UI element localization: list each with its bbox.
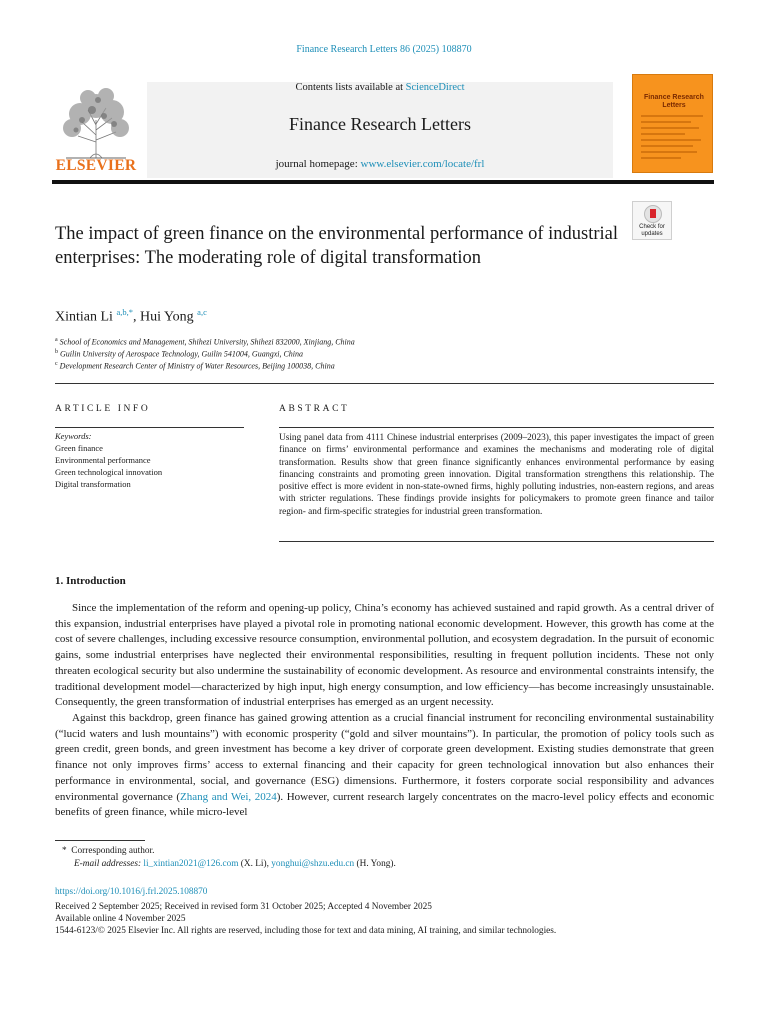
journal-name: Finance Research Letters bbox=[289, 114, 471, 134]
email-footnote bbox=[74, 859, 396, 869]
article-title: The impact of green finance on the environmental performance of industrial enterprises: The moderating role of digital transformation bbox=[55, 224, 618, 268]
affiliation-item bbox=[55, 337, 355, 347]
journal-homepage-link[interactable]: www.elsevier.com/locate/frl bbox=[360, 158, 485, 170]
sciencedirect-link[interactable]: ScienceDirect bbox=[405, 82, 465, 93]
copyright-notice: 1544-6123/© 2025 Elsevier Inc. All rights are reserved, including those for text and data mining, AI training, and similar technologies. bbox=[55, 926, 557, 936]
journal-reference-link[interactable]: Finance Research Letters 86 (2025) 108870 bbox=[296, 44, 472, 55]
paragraph-text: ). However, current research largely concentrates on the macro-level policy effects and economic benefits of green finance, while micro-level bbox=[55, 790, 714, 819]
elsevier-wordmark: ELSEVIER bbox=[55, 157, 137, 174]
email-link-yong[interactable]: yonghui@shzu.edu.cn bbox=[271, 859, 355, 869]
check-updates-label: Check for updates bbox=[639, 224, 665, 237]
cover-decoration bbox=[641, 115, 707, 163]
footnote-rule bbox=[55, 840, 145, 841]
doi-link[interactable]: https://doi.org/10.1016/j.frl.2025.108870 bbox=[55, 887, 208, 897]
abstract-heading: ABSTRACT bbox=[279, 404, 350, 414]
author-name: Xintian Li bbox=[55, 309, 113, 325]
received-dates: Received 2 September 2025; Received in revised form 31 October 2025; Accepted 4 November 2025 bbox=[55, 902, 432, 912]
abstract-text: Using panel data from 4111 Chinese industrial enterprises (2009–2023), this paper investigates the impact of green finance on firms’ environmental performance and examines the mechanisms and moderating role of digital transformation. Results show that green finance significantly enhances environmental performance by easing financing constraints and promoting green innovation. Digital transformation strengthens this relationship. The positive effect is more evident in non-state-owned firms, highly polluting industries, non-eastern regions, and areas with stricter regulations. These findings provide insights for policymakers to promote green finance and tailor region- and firm-specific strategies for industrial green transformation. bbox=[279, 433, 714, 517]
cover-title: Finance Research Letters bbox=[644, 94, 704, 109]
bookmark-icon bbox=[650, 209, 656, 218]
affiliation-text: Guilin University of Aerospace Technology, Guilin 541004, Guangxi, China bbox=[60, 349, 304, 359]
body-paragraph: Since the implementation of the reform and opening-up policy, China’s economy has achieved sustained and rapid growth. As a central driver of this expansion, industrial enterprises have played a pivotal role in promoting national economic development. However, this growth has come at the cost of severe challenges, including excessive resource consumption, environmental pollution, and ecosystem degradation. In the pursuit of economic gains, some industrial enterprises have neglected their environmental responsibilities, resulting in frequent pollution incidents. These not only threaten ecological security but also undermine the sustainability of economic development. As resource and environmental constraints intensify, the traditional development model—characterized by high input, high energy consumption, and low efficiency—has become increasingly unsustainable. Consequently, the green transformation of industrial enterprises has emerged as an urgent necessity. bbox=[55, 602, 714, 709]
keyword-item: Digital transformation bbox=[55, 479, 131, 489]
keywords-label: Keywords: bbox=[55, 431, 92, 441]
contents-prefix: Contents lists available at bbox=[295, 82, 406, 93]
affiliation-mark: a bbox=[55, 337, 58, 343]
author-affiliation-marks[interactable]: a,b,* bbox=[116, 307, 133, 317]
author-separator: , bbox=[132, 309, 140, 325]
article-info-heading: ARTICLE INFO bbox=[55, 404, 151, 414]
email-owner: (X. Li), bbox=[238, 859, 272, 869]
affiliation-text: Development Research Center of Ministry of Water Resources, Beijing 100038, China bbox=[59, 361, 335, 371]
divider bbox=[279, 427, 714, 428]
divider bbox=[55, 383, 714, 384]
footnote-asterisk: * bbox=[62, 846, 72, 856]
affiliation-mark: b bbox=[55, 349, 58, 355]
corresponding-author-note bbox=[62, 846, 154, 856]
email-link-li[interactable]: li_xintian2021@126.com bbox=[143, 859, 239, 869]
divider bbox=[55, 427, 244, 428]
email-label: E-mail addresses: bbox=[74, 859, 142, 869]
divider bbox=[279, 541, 714, 542]
affiliation-item bbox=[55, 349, 303, 359]
body-paragraph bbox=[55, 711, 714, 821]
check-updates-icon bbox=[644, 205, 662, 223]
keyword-item: Green technological innovation bbox=[55, 467, 163, 477]
contents-line bbox=[147, 82, 613, 93]
homepage-prefix: journal homepage: bbox=[275, 158, 361, 170]
homepage-line bbox=[147, 158, 613, 170]
paragraph-text: Against this backdrop, green finance has gained growing attention as a crucial financial instrument for reconciling environmental sustainability (“lucid waters and lush mountains”) with economic prosperity (“gold and silver mountains”). In particular, the promotion of policy tools such as green credit, green bonds, and green investment has become a key driver of corporate green development. Existing studies demonstrate that green finance not only improves firms’ access to external financing and their capacity for green technological innovation but also enhances their performance in environmental, social, and governance (ESG) dimensions. Furthermore, it fosters corporate social responsibility and advances environmental governance ( bbox=[55, 712, 714, 803]
available-online: Available online 4 November 2025 bbox=[55, 914, 186, 924]
author-list bbox=[55, 307, 207, 326]
corresponding-label: Corresponding author. bbox=[71, 846, 155, 856]
keyword-item: Environmental performance bbox=[55, 455, 151, 465]
author-name: Hui Yong bbox=[139, 309, 194, 325]
check-for-updates-button[interactable] bbox=[632, 201, 672, 240]
keyword-item: Green finance bbox=[55, 443, 103, 453]
header-rule bbox=[52, 180, 714, 184]
journal-cover-thumbnail[interactable] bbox=[632, 74, 713, 173]
author-affiliation-marks[interactable]: a,c bbox=[197, 307, 207, 317]
affiliation-mark: c bbox=[55, 361, 58, 367]
citation-link[interactable]: Zhang and Wei, 2024 bbox=[180, 790, 277, 803]
affiliation-text: School of Economics and Management, Shihezi University, Shihezi 832000, Xinjiang, China bbox=[59, 337, 355, 347]
section-heading-introduction: 1. Introduction bbox=[55, 575, 126, 587]
affiliation-item bbox=[55, 361, 335, 371]
email-owner: (H. Yong). bbox=[354, 859, 396, 869]
